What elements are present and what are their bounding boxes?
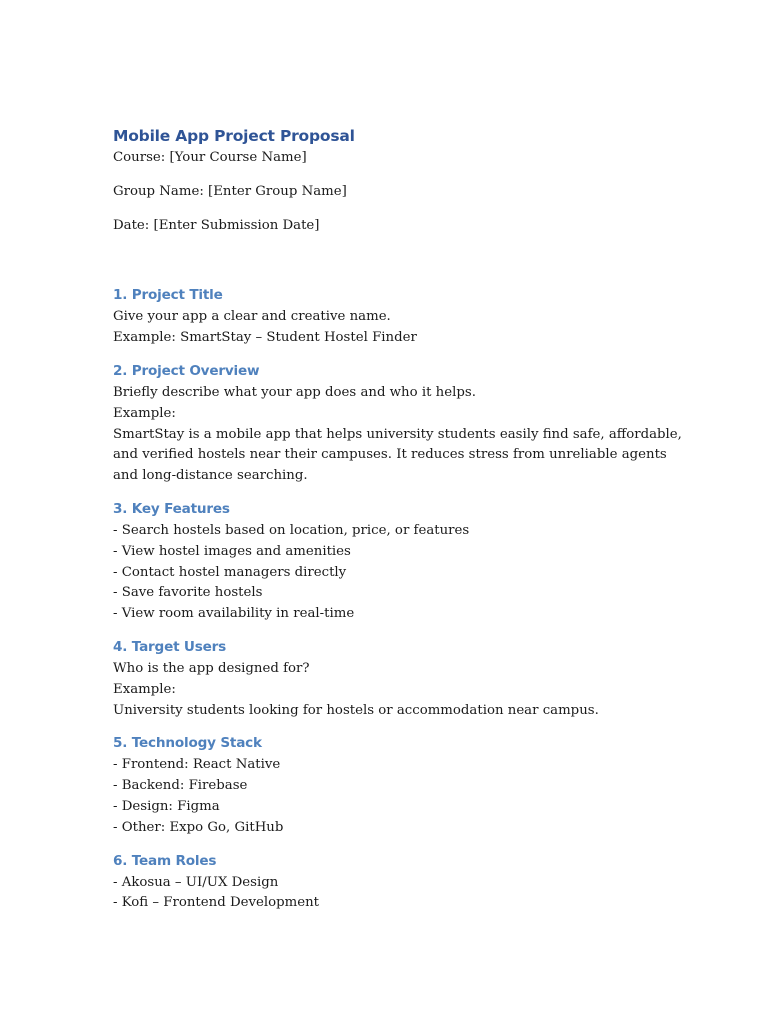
section-heading: 5. Technology Stack	[113, 735, 262, 752]
section-heading: 1. Project Title	[113, 287, 223, 304]
course-line: Course: [Your Course Name]	[113, 150, 307, 165]
section-heading: 3. Key Features	[113, 500, 230, 517]
body-line: Who is the app designed for?	[113, 660, 310, 676]
body-line: - Search hostels based on location, price, or features	[113, 522, 470, 538]
body-line: - View hostel images and amenities	[113, 543, 351, 559]
date-line: Date: [Enter Submission Date]	[113, 217, 320, 233]
body-line: - Backend: Firebase	[113, 778, 248, 794]
body-line: - Akosua – UI/UX Design	[113, 874, 279, 890]
sections-container	[113, 284, 682, 914]
body-line: - Design: Figma	[113, 798, 220, 814]
body-line: Example: SmartStay – Student Hostel Finder	[113, 330, 417, 346]
section	[113, 498, 673, 625]
body-line: Example:	[113, 681, 176, 697]
document-title: Mobile App Project Proposal	[113, 127, 355, 145]
body-line: Briefly describe what your app does and who it helps.	[113, 384, 476, 400]
body-line: SmartStay is a mobile app that helps university students easily find safe, affordable,	[113, 426, 682, 442]
body-line: - Contact hostel managers directly	[113, 564, 347, 580]
section	[113, 850, 673, 915]
body-line: - View room availability in real-time	[113, 606, 355, 622]
section	[113, 636, 673, 721]
group-name-line: Group Name: [Enter Group Name]	[113, 183, 347, 199]
document-page	[113, 124, 682, 925]
document-meta	[113, 148, 673, 236]
body-line: Example:	[113, 405, 176, 421]
body-line: and verified hostels near their campuses. It reduces stress from unreliable agents	[113, 447, 667, 463]
body-line: - Save favorite hostels	[113, 585, 263, 601]
section-heading: 2. Project Overview	[113, 362, 260, 379]
body-line: - Frontend: React Native	[113, 757, 281, 773]
section-heading: 6. Team Roles	[113, 852, 217, 869]
body-line: and long-distance searching.	[113, 468, 308, 484]
section	[113, 284, 673, 349]
section	[113, 360, 682, 487]
body-line: - Other: Expo Go, GitHub	[113, 819, 284, 835]
section	[113, 732, 673, 838]
body-line: - Kofi – Frontend Development	[113, 895, 320, 911]
body-line: Give your app a clear and creative name.	[113, 309, 391, 325]
section-heading: 4. Target Users	[113, 638, 227, 655]
body-line: University students looking for hostels or accommodation near campus.	[113, 702, 599, 718]
